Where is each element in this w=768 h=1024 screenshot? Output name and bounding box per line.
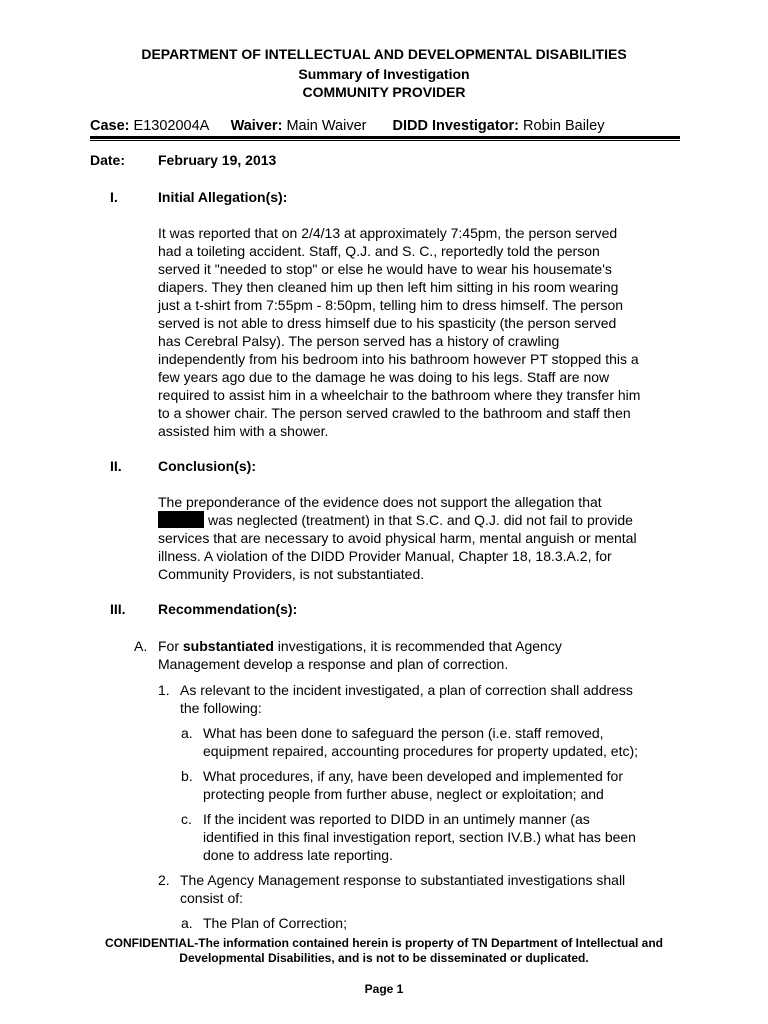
- case-number: E1302004A: [133, 118, 209, 134]
- sub-item-a-text: [203, 724, 680, 760]
- initial-allegation-text: [158, 224, 680, 440]
- text-line: identified in this final investigation report, section IV.B.) what has been: [203, 829, 636, 845]
- item-1-text: [180, 681, 680, 717]
- section-title-conclusion: Conclusion(s):: [158, 458, 256, 474]
- investigator-name: Robin Bailey: [523, 118, 605, 134]
- section-title-initial-allegation: Initial Allegation(s):: [158, 189, 288, 205]
- conclusion-text: [158, 493, 680, 583]
- section-number-3: III.: [110, 601, 126, 617]
- header-divider-thin: [90, 140, 680, 141]
- text-line: served it "needed to stop" or else he would have to wear his housemate's: [158, 261, 612, 277]
- text-line: It was reported that on 2/4/13 at approximately 7:45pm, the person served: [158, 225, 618, 241]
- recommendation-a-text: [158, 637, 680, 673]
- department-title: DEPARTMENT OF INTELLECTUAL AND DEVELOPMENTAL DISABILITIES: [141, 46, 627, 62]
- text-line: illness. A violation of the DIDD Provider Manual, Chapter 18, 18.3.A.2, for: [158, 548, 612, 564]
- item-2-text: [180, 871, 680, 907]
- text-line: the following:: [180, 700, 262, 716]
- section-number-1: I.: [110, 189, 118, 205]
- text-line: to a shower chair. The person served crawled to the bathroom and staff then: [158, 405, 631, 421]
- text-line: required to assist him in a wheelchair to the bathroom where they transfer him: [158, 387, 641, 403]
- text-line: independently from his bedroom into his bathroom however PT stopped this a: [158, 351, 639, 367]
- text-line: protecting people from further abuse, neglect or exploitation; and: [203, 786, 604, 802]
- investigator-label: DIDD Investigator:: [392, 118, 520, 134]
- text-line: The preponderance of the evidence does not support the allegation that: [158, 494, 602, 510]
- sub-item-b-text: [203, 767, 680, 803]
- text-fragment: investigations, it is recommended that Agency: [273, 638, 562, 654]
- list-marker-sub-b: b.: [181, 768, 193, 784]
- text-line: had a toileting accident. Staff, Q.J. and S. C., reportedly told the person: [158, 243, 600, 259]
- text-fragment: For: [158, 638, 183, 654]
- case-info-line: [90, 118, 604, 134]
- text-fragment: was neglected (treatment) in that S.C. and Q.J. did not fail to provide: [208, 512, 633, 528]
- footer-line: Developmental Disabilities, and is not to be disseminated or duplicated.: [179, 951, 589, 965]
- item-2-sub-a-text: The Plan of Correction;: [203, 915, 347, 931]
- text-line: As relevant to the incident investigated, a plan of correction shall address: [180, 682, 633, 698]
- emphasis-substantiated: substantiated: [182, 638, 274, 654]
- case-label: Case:: [90, 118, 130, 134]
- text-line: [158, 637, 680, 655]
- text-line: has Cerebral Palsy). The person served has a history of crawling: [158, 333, 560, 349]
- text-line: Community Providers, is not substantiated.: [158, 566, 425, 582]
- header-divider: [90, 136, 680, 139]
- provider-type: COMMUNITY PROVIDER: [302, 84, 466, 100]
- section-number-2: II.: [110, 458, 122, 474]
- list-marker-sub-a: a.: [181, 725, 193, 741]
- text-line: served is not able to dress himself due to his spasticity (the person served: [158, 315, 617, 331]
- text-line: The Agency Management response to substantiated investigations shall: [180, 872, 626, 888]
- text-line: Management develop a response and plan of correction.: [158, 656, 509, 672]
- list-marker-1: 1.: [158, 682, 170, 698]
- text-line: consist of:: [180, 890, 244, 906]
- waiver-label: Waiver:: [230, 118, 283, 134]
- sub-item-c-text: [203, 810, 680, 864]
- text-line: equipment repaired, accounting procedures for property updated, etc);: [203, 743, 639, 759]
- list-marker-item2-sub-a: a.: [181, 915, 193, 931]
- footer-line: CONFIDENTIAL-The information contained herein is property of TN Department of Intellectual and: [104, 936, 664, 950]
- section-title-recommendation: Recommendation(s):: [158, 601, 298, 617]
- waiver-value: Main Waiver: [286, 118, 367, 134]
- page-number: Page 1: [364, 982, 404, 996]
- text-line: If the incident was reported to DIDD in an untimely manner (as: [203, 811, 590, 827]
- text-line: done to address late reporting.: [203, 847, 393, 863]
- text-line: just a t-shirt from 7:55pm - 8:50pm, telling him to dress himself. The person: [158, 297, 624, 313]
- text-line: diapers. They then cleaned him up then left him sitting in his room wearing: [158, 279, 619, 295]
- document-subtitle: Summary of Investigation: [298, 66, 470, 82]
- confidentiality-notice: [0, 936, 768, 966]
- date-value: February 19, 2013: [158, 152, 277, 168]
- list-marker-2: 2.: [158, 872, 170, 888]
- text-line: assisted him with a shower.: [158, 423, 329, 439]
- list-marker-a: A.: [134, 638, 148, 654]
- list-marker-sub-c: c.: [181, 811, 192, 827]
- text-line: [158, 511, 680, 529]
- text-line: services that are necessary to avoid physical harm, mental anguish or mental: [158, 530, 637, 546]
- text-line: What procedures, if any, have been developed and implemented for: [203, 768, 623, 784]
- text-line: What has been done to safeguard the person (i.e. staff removed,: [203, 725, 604, 741]
- date-label: Date:: [90, 152, 126, 168]
- text-line: few years ago due to the damage he was doing to his legs. Staff are now: [158, 369, 610, 385]
- redaction-block: [158, 511, 204, 528]
